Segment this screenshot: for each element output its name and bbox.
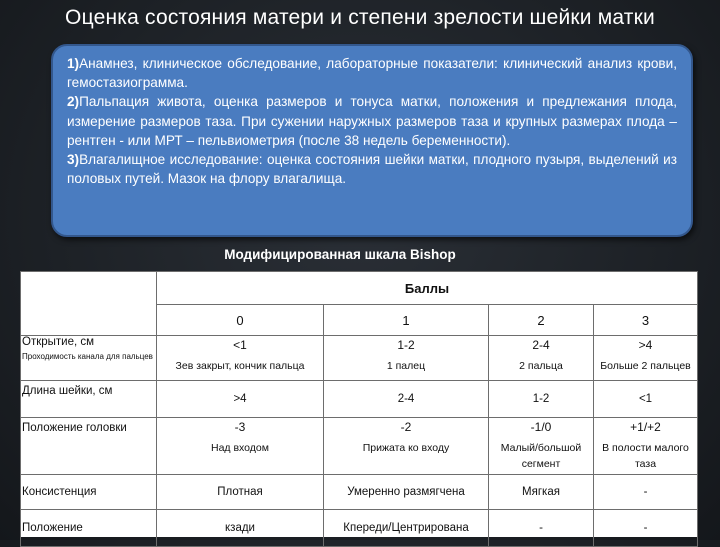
cell-note: Малый/большой сегмент — [500, 442, 582, 470]
table-cell — [489, 336, 594, 381]
cell-note: Прижата ко входу — [362, 442, 450, 454]
row-label-cell — [21, 475, 157, 510]
cell-value: 2-4 — [532, 338, 550, 352]
table-cell: Кпереди/Центрирована — [324, 510, 489, 547]
row-label-cell — [21, 381, 157, 418]
cell-note: 2 пальца — [519, 360, 563, 372]
paragraph-text: Пальпация живота, оценка размеров и тонуса матки, положения и предлежания плода, измерение размеров таза. При сужении наружных размеров таза и крупных размерах плода – рентген - или МРТ – пельвиометрия (после 38 недель беременности). — [67, 94, 677, 148]
table-cell — [489, 418, 594, 475]
table-cell: кзади — [157, 510, 324, 547]
row-label-cell — [21, 418, 157, 475]
cell-value: -1/0 — [530, 420, 552, 434]
table-cell: - — [594, 475, 698, 510]
cell-value: <1 — [233, 338, 247, 352]
table-cell: - — [594, 510, 698, 547]
table-cell: <1 — [594, 381, 698, 418]
table-cell — [324, 336, 489, 381]
table-cell — [157, 336, 324, 381]
paragraph-vaginal-exam — [67, 150, 677, 188]
cell-value: >4 — [638, 338, 653, 352]
paragraph-text: Влагалищное исследование: оценка состояния шейки матки, плодного пузыря, выделений из половых путей. Мазок на флору влагалища. — [67, 152, 677, 187]
row-label: Открытие, см — [22, 336, 95, 348]
cell-value: 1-2 — [397, 338, 415, 352]
cell-note: Больше 2 пальцев — [600, 360, 691, 372]
table-cell: Мягкая — [489, 475, 594, 510]
score-header-3: 3 — [594, 305, 698, 336]
table-cell: 1-2 — [489, 381, 594, 418]
scores-group-header: Баллы — [157, 272, 698, 305]
bishop-score-table — [20, 271, 698, 547]
cell-note: 1 палец — [386, 360, 426, 372]
paragraph-number: 3) — [67, 152, 80, 168]
score-header-0: 0 — [157, 305, 324, 336]
table-row — [21, 418, 698, 475]
score-header-2: 2 — [489, 305, 594, 336]
cell-value: +1/+2 — [630, 420, 661, 434]
paragraph-text: Анамнез, клиническое обследование, лабораторные показатели: клинический анализ крови, гемостазиограмма. — [67, 56, 677, 91]
paragraph-number: 1) — [67, 56, 80, 71]
table-cell: Умеренно размягчена — [324, 475, 489, 510]
table-cell: >4 — [157, 381, 324, 418]
paragraph-number: 2) — [67, 94, 80, 110]
row-label: Положение головки — [22, 422, 127, 434]
row-sublabel: Проходимость канала для пальцев — [22, 352, 153, 361]
table-row — [21, 475, 698, 510]
info-callout — [51, 44, 693, 237]
bishop-table-container — [20, 271, 697, 537]
paragraph-anamnesis — [67, 54, 677, 92]
cell-value: -2 — [400, 420, 412, 434]
table-cell: 2-4 — [324, 381, 489, 418]
table-row — [21, 510, 698, 547]
table-cell — [324, 418, 489, 475]
table-corner-cell — [21, 272, 157, 336]
table-cell — [594, 418, 698, 475]
cell-note: Над входом — [211, 442, 269, 454]
row-label-cell — [21, 336, 157, 381]
cell-value: -3 — [234, 420, 246, 434]
table-cell — [157, 418, 324, 475]
paragraph-palpation — [67, 92, 677, 150]
row-label-cell — [21, 510, 157, 547]
table-row — [21, 336, 698, 381]
score-header-1: 1 — [324, 305, 489, 336]
row-label: Положение — [22, 522, 83, 534]
table-row — [21, 381, 698, 418]
cell-note: Зев закрыт, кончик пальца — [175, 360, 305, 372]
row-label: Консистенция — [22, 486, 97, 498]
slide-title: Оценка состояния матери и степени зрелости шейки матки — [65, 6, 655, 29]
table-cell — [594, 336, 698, 381]
table-cell: - — [489, 510, 594, 547]
row-label: Длина шейки, см — [22, 385, 113, 397]
table-title: Модифицированная шкала Bishop — [224, 247, 456, 262]
table-cell: Плотная — [157, 475, 324, 510]
cell-note: В полости малого таза — [602, 442, 689, 470]
